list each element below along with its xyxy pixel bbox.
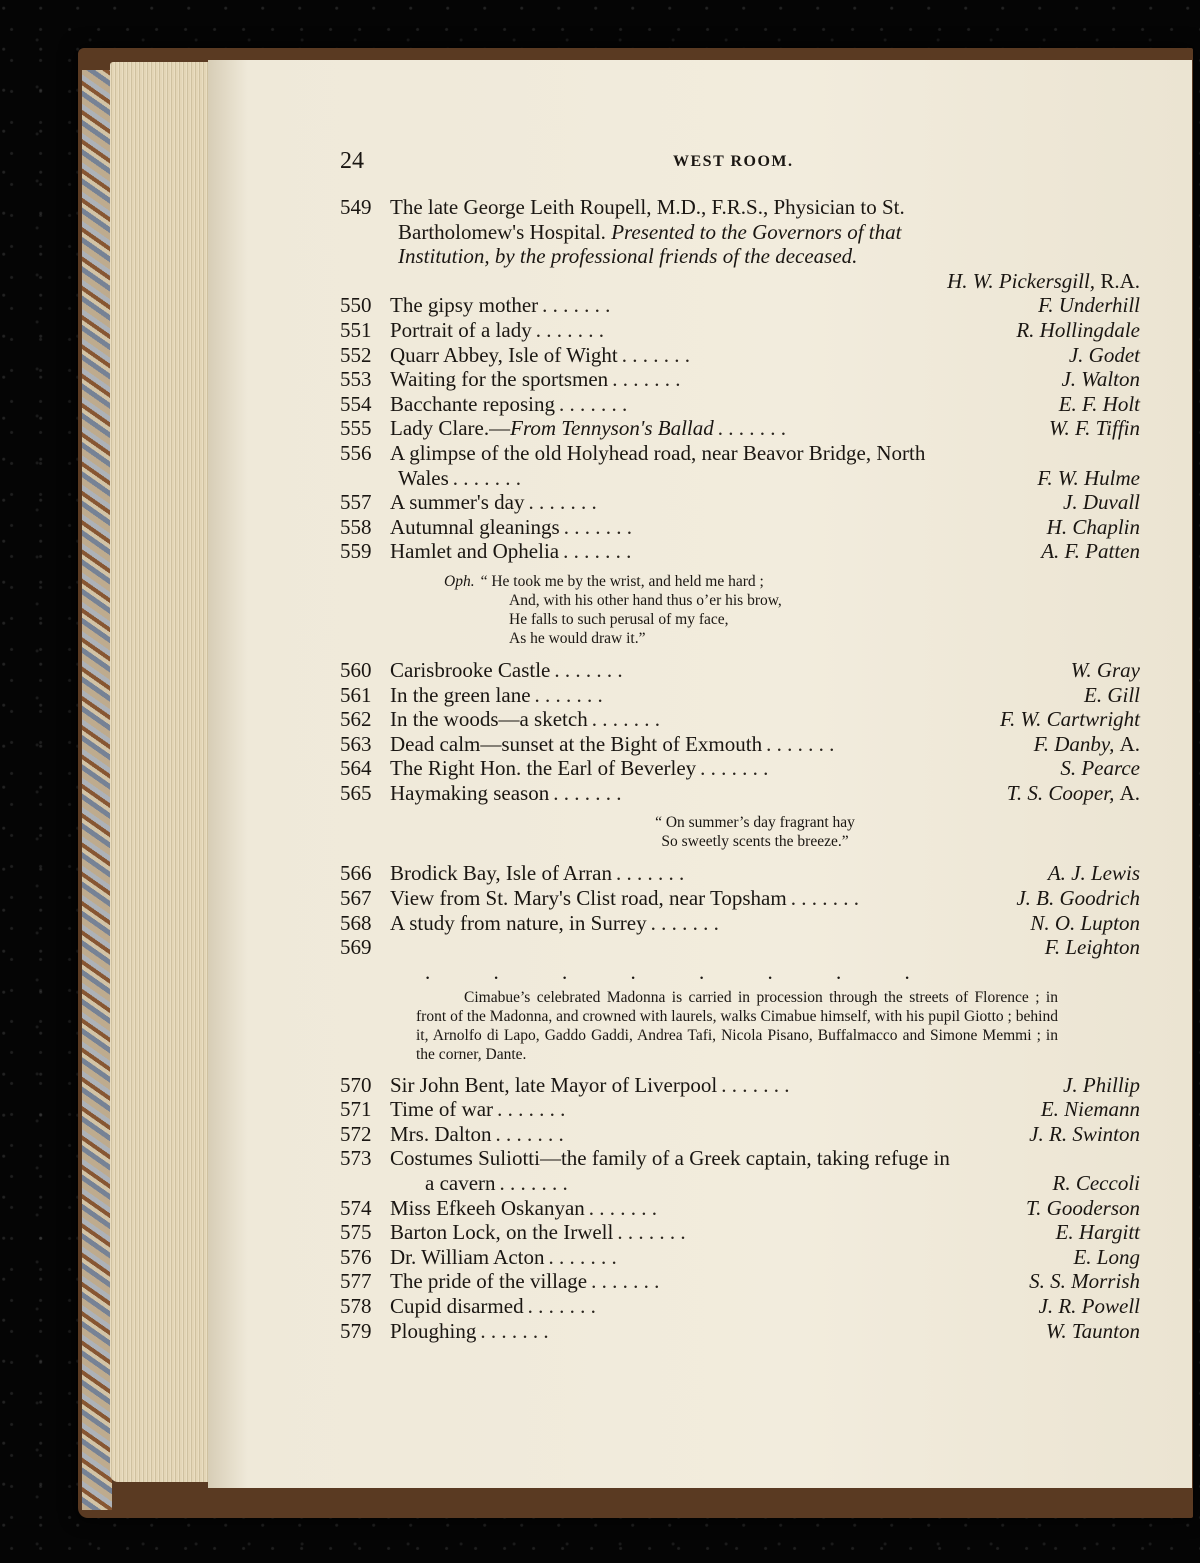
entry-artist: J. R. Swinton [1029,1121,1140,1146]
entry-description: Cimabue’s celebrated Madonna is carried in procession through the streets of Florence ; in front of the Madonna, and crowned with laurels, walks Cimabue himself, with his pupil Giotto ; behind it, Arnolfo di Lapo, Gaddo Gaddi, Andrea Tafi, Nicola Pisano, Buffalmacco and Simone Memmi ; in the corner, Dante. [416,988,1058,1064]
entry-number: 563 [340,731,372,756]
artist-suffix: R.A. [1100,268,1140,293]
entry-number: 567 [340,886,372,911]
catalogue-entry [340,539,1140,564]
entry-title: Waiting for the sportsmen [390,367,609,392]
dot-leader: . . . . . . . [717,416,786,441]
entry-title-continued: Wales [398,465,449,490]
entry-number: 557 [340,490,372,515]
dot-leader: . . . . . . . [535,317,604,342]
catalogue-entry [340,1146,1140,1195]
entry-number: 564 [340,756,372,781]
catalogue-entry [340,1245,1140,1270]
dot-leader: . . . . . . . [591,707,660,732]
dot-leader: . . . . . . . [621,342,691,367]
dot-leader: . . . . . . . [790,886,859,911]
entry-title: Bacchante reposing [390,391,556,416]
entry-artist: E. Long [1073,1244,1140,1269]
catalogue-entry [340,1269,1140,1294]
catalogue-entry [340,441,1140,490]
entry-number: 573 [340,1146,372,1171]
entry-title: Miss Efkeeh Oskanyan [390,1195,585,1220]
entry-artist: E. F. Holt [1058,391,1140,416]
entry-number: 555 [340,416,372,441]
dot-leader: . . . . . . . [528,490,597,515]
dot-leader: . . . . . . . [591,1269,660,1294]
entry-title: Quarr Abbey, Isle of Wight [390,342,618,367]
dot-leader: . . . . . . . [480,1318,549,1343]
entry-title: Autumnal gleanings [390,514,560,539]
entry-title: Carisbrooke Castle [390,657,551,682]
entry-number: 559 [340,539,372,564]
catalogue-entry [340,658,1140,683]
entry-title: Sir John Bent, late Mayor of Liverpool [390,1072,718,1097]
catalogue-entry [340,732,1140,757]
page-edges [110,62,218,1482]
entry-artist: J. B. Goodrich [1016,886,1140,911]
entry-title: The gipsy mother [390,293,539,318]
catalogue-entry [340,756,1140,781]
entry-number: 553 [340,367,372,392]
catalogue-entry [340,1073,1140,1098]
dot-leader: . . . . . . . . [425,959,910,984]
entry-title: Haymaking season [390,780,550,805]
entry-number: 550 [340,293,372,318]
entry-title: Hamlet and Ophelia [390,539,560,564]
running-title: WEST ROOM. [673,153,794,170]
catalogue-entry [340,935,1140,1064]
catalogue-entry [340,683,1140,708]
entry-number: 565 [340,780,372,805]
dot-leader: . . . . . . . [563,539,632,564]
entry-number: 575 [340,1220,372,1245]
entry-number: 576 [340,1244,372,1269]
catalogue-entry [340,293,1140,318]
entry-number: 562 [340,707,372,732]
entry-title: In the woods—a sketch [390,707,588,732]
entry-number: 552 [340,342,372,367]
quote-line: So sweetly scents the breeze.” [661,833,849,851]
entry-title: Mrs. Dalton [390,1121,492,1146]
entry-number: 556 [340,440,372,465]
catalogue-entry [340,886,1140,911]
entry-artist: E. Niemann [1040,1097,1140,1122]
entry-artist: F. W. Hulme [1037,465,1140,490]
artist-suffix: A. [1119,731,1140,756]
entry-title-continued: a cavern [425,1171,496,1196]
dot-leader: . . . . . . . [553,780,622,805]
entry-title: Dr. William Acton [390,1244,545,1269]
entry-title: Costumes Suliotti—the family of a Greek captain, taking refuge in [390,1146,950,1171]
dot-leader: . . . . . . . [617,1220,686,1245]
entry-artist: F. Leighton [1044,935,1140,960]
catalogue-entry [340,707,1140,732]
entry-number: 568 [340,910,372,935]
book-page [208,60,1192,1488]
catalogue-entry [340,861,1140,886]
entry-artist: H. W. Pickersgill, [947,268,1096,293]
dot-leader: . . . . . . . [527,1294,596,1318]
entry-artist: J. Duvall [1063,490,1140,515]
dot-leader: . . . . . . . [495,1121,564,1146]
entry-number: 572 [340,1121,372,1146]
entry-artist: E. Hargitt [1055,1220,1140,1245]
entry-note: Presented to the Governors of that [611,219,902,244]
entry-number: 549 [340,195,372,219]
entry-title: A summer's day [390,490,525,515]
entry-number: 578 [340,1294,372,1318]
dot-leader: . . . . . . . [700,756,769,781]
quote-line: He falls to such perusal of my face, [509,610,729,628]
entry-artist: R. Ceccoli [1052,1171,1140,1196]
catalogue-entry [340,367,1140,392]
artist-suffix: A. [1119,780,1140,805]
catalogue-entry [340,1097,1140,1122]
quotation [340,813,1140,851]
entry-artist: A. F. Patten [1041,539,1140,564]
entry-title: The Right Hon. the Earl of Beverley [390,756,697,781]
dot-leader: . . . . . . . [452,465,522,490]
quote-attribution: Oph. [444,572,475,590]
entry-title: Cupid disarmed [390,1294,524,1318]
page-number: 24 [340,148,364,174]
entry-title: The pride of the village [390,1269,588,1294]
dot-leader: . . . . . . . [542,293,611,318]
catalogue-entry [340,911,1140,936]
entry-number: 579 [340,1318,372,1343]
entry-artist: R. Hollingdale [1016,317,1140,342]
entry-artist: S. S. Morrish [1029,1269,1140,1294]
entry-number: 554 [340,391,372,416]
entry-title: A study from nature, in Surrey [390,910,647,935]
entry-artist: T. Gooderson [1026,1195,1140,1220]
catalogue-entry [340,1196,1140,1221]
catalogue-entry [340,392,1140,417]
entry-number: 561 [340,682,372,707]
entry-number: 570 [340,1072,372,1097]
entry-number: 574 [340,1195,372,1220]
catalogue-entry [340,1294,1140,1319]
entry-title: In the green lane [390,682,531,707]
quote-line: “ On summer’s day fragrant hay [655,814,855,832]
dot-leader: . . . . . . . [559,391,628,416]
entry-artist: F. Underhill [1038,293,1140,318]
dot-leader: . . . . . . . [616,861,685,886]
entry-artist: F. W. Cartwright [999,707,1140,732]
entry-number: 560 [340,657,372,682]
entry-note: Institution, by the professional friends of the deceased. [398,244,858,269]
entry-artist: H. Chaplin [1046,514,1140,539]
catalogue-entry [340,416,1140,441]
entry-title: A glimpse of the old Holyhead road, near Beavor Bridge, North [390,440,926,465]
entry-source: From Tennyson's Ballad [510,416,714,441]
quote-line: And, with his other hand thus o’er his brow, [509,591,782,609]
catalogue-entry [340,343,1140,368]
entry-artist: J. R. Powell [1038,1294,1140,1318]
entry-number: 569 [340,935,372,960]
entry-artist: W. Gray [1070,657,1140,682]
dot-leader: . . . . . . . [721,1072,790,1097]
entry-title: The late George Leith Roupell, M.D., F.R.S., Physician to St. [390,195,905,219]
entry-title: Brodick Bay, Isle of Arran [390,861,612,886]
dot-leader: . . . . . . . [499,1171,568,1196]
entry-artist: N. O. Lupton [1030,910,1140,935]
catalogue-entry [340,781,1140,806]
entry-title: Lady Clare.— [390,416,511,441]
dot-leader: . . . . . . . [766,731,835,756]
quote-line: “ He took me by the wrist, and held me hard ; [480,572,764,590]
entry-title: View from St. Mary's Clist road, near Topsham [390,886,787,911]
entry-title: Portrait of a lady [390,317,532,342]
catalogue-entry [340,515,1140,540]
entry-number: 558 [340,514,372,539]
entry-number: 566 [340,861,372,886]
entry-artist: F. Danby, [1033,731,1115,756]
entry-number: 571 [340,1097,372,1122]
dot-leader: . . . . . . . [554,657,623,682]
entry-number: 551 [340,317,372,342]
dot-leader: . . . . . . . [563,514,632,539]
entry-artist: J. Phillip [1063,1072,1140,1097]
entry-title: Barton Lock, on the Irwell [390,1220,614,1245]
dot-leader: . . . . . . . [534,682,603,707]
entry-artist: J. Walton [1061,367,1140,392]
marbled-edge [82,70,112,1510]
dot-leader: . . . . . . . [650,910,719,935]
entry-artist: A. J. Lewis [1047,861,1140,886]
entry-title: Ploughing [390,1318,477,1343]
catalogue-entries [340,195,1140,1343]
entry-artist: J. Godet [1068,342,1140,367]
quotation [340,572,1140,648]
entry-artist: E. Gill [1084,682,1140,707]
quote-line: As he would draw it.” [509,629,646,647]
entry-title: Time of war [390,1097,494,1122]
entry-artist: S. Pearce [1060,756,1140,781]
entry-number: 577 [340,1269,372,1294]
running-head [208,148,1192,178]
entry-title: Dead calm—sunset at the Bight of Exmouth [390,731,763,756]
dot-leader: . . . . . . . [588,1195,658,1220]
dot-leader: . . . . . . . [497,1097,566,1122]
entry-artist: T. S. Cooper, [1006,780,1115,805]
catalogue-entry [340,1220,1140,1245]
dot-leader: . . . . . . . [548,1244,617,1269]
entry-title-continued: Bartholomew's Hospital. [398,219,606,244]
catalogue-entry [340,318,1140,343]
entry-artist: W. Taunton [1045,1318,1140,1343]
catalogue-entry [340,1319,1140,1344]
catalogue-entry [340,195,1140,293]
dot-leader: . . . . . . . [612,367,681,392]
catalogue-entry [340,1122,1140,1147]
catalogue-entry [340,490,1140,515]
entry-artist: W. F. Tiffin [1048,416,1140,441]
